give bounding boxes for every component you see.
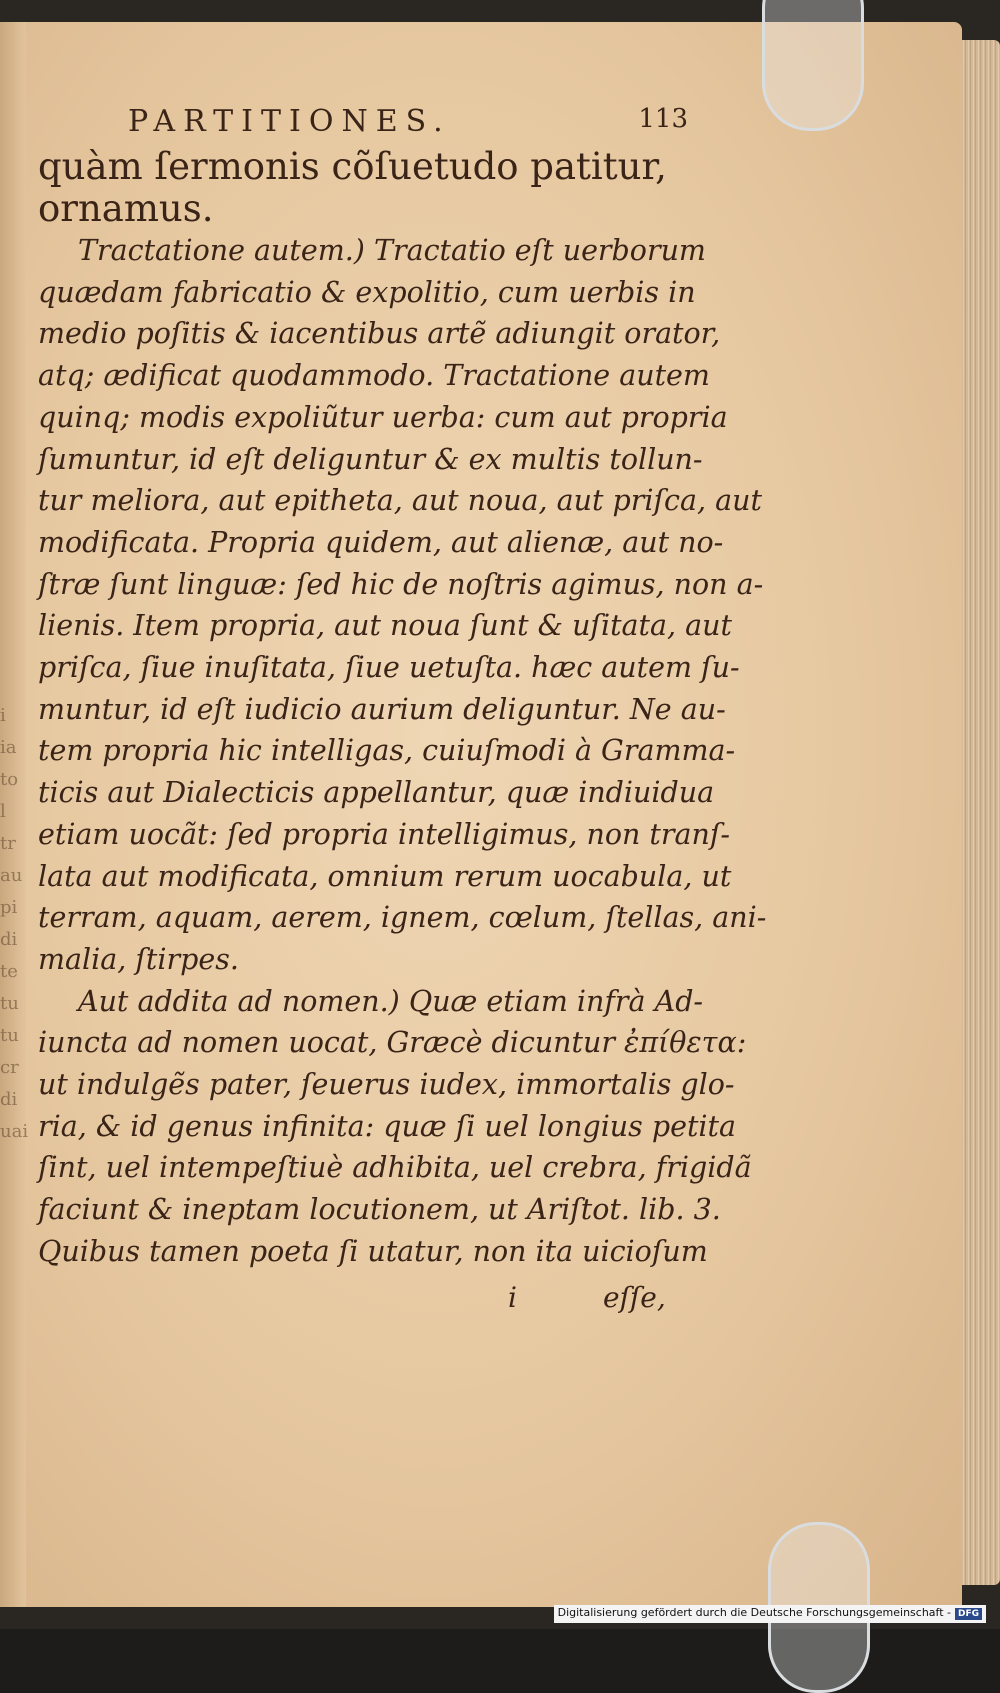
bleed-through-fragment: tr — [0, 833, 16, 854]
text-line: etiam uocãt: ſed propria intelligimus, non tranſ- — [38, 817, 731, 851]
dfg-logo: DFG — [955, 1608, 982, 1620]
text-line: atq; ædificat quodammodo. Tractatione autem — [38, 359, 710, 393]
text-line: ſtræ ſunt linguæ: ſed hic de noſtris agimus, non a- — [38, 567, 764, 601]
text-line: iuncta ad nomen uocat, Græcè dicuntur ἐπίθετα: — [38, 1026, 747, 1060]
text-line: quædam fabricatio & expolitio, cum uerbis in — [38, 275, 696, 309]
bleed-through-fragment: di — [0, 1089, 18, 1110]
text-line: lienis. Item propria, aut noua ſunt & uſitata, aut — [38, 609, 732, 643]
bleed-through-fragment: cr — [0, 1057, 19, 1078]
bleed-through-fragment: au — [0, 865, 23, 886]
catchword: eſſe, — [603, 1280, 666, 1314]
running-header — [38, 100, 688, 146]
bleed-through-fragment: ia — [0, 737, 17, 758]
text-line: Tractatione autem.) Tractatio eſt uerborum — [78, 234, 706, 267]
bleed-through-fragment: l — [0, 801, 6, 822]
text-line: ticis aut Dialecticis appellantur, quæ indiuidua — [38, 776, 715, 810]
bleed-through-fragment: uai — [0, 1121, 29, 1142]
bleed-through-fragment: tu — [0, 993, 19, 1014]
text-line: modificata. Propria quidem, aut alienæ, aut no- — [38, 525, 724, 559]
text-line: muntur, id eſt iudicio aurium deliguntur. Ne au- — [38, 692, 726, 726]
text-line: ſint, uel intempeſtiuè adhibita, uel crebra, frigidã — [38, 1151, 752, 1185]
page-footer — [38, 1275, 678, 1325]
bleed-through-fragment: di — [0, 929, 18, 950]
text-line: ut indulgẽs pater, ſeuerus iudex, immortalis glo- — [38, 1068, 735, 1102]
body-text — [38, 145, 767, 1273]
text-line: ornamus. — [38, 187, 214, 230]
signature-mark: i — [508, 1280, 517, 1314]
text-line: Aut addita ad nomen.) Quæ etiam infrà Ad- — [78, 984, 704, 1018]
text-line: faciunt & ineptam locutionem, ut Ariſtot. lib. 3. — [38, 1193, 721, 1227]
page-clip-top — [762, 0, 864, 131]
text-line: quinq; modis expoliũtur uerba: cum aut propria — [38, 400, 728, 434]
folio-number: 113 — [638, 104, 688, 134]
text-line: tur meliora, aut epitheta, aut noua, aut priſca, aut — [38, 484, 762, 518]
running-title: PARTITIONES. — [128, 104, 451, 139]
bleed-through-fragment: tu — [0, 1025, 19, 1046]
bleed-through-fragment: te — [0, 961, 18, 982]
text-line: lata aut modificata, omnium rerum uocabula, ut — [38, 859, 732, 893]
digitization-notice-text: Digitalisierung gefördert durch die Deutsche Forschungsgemeinschaft - — [557, 1606, 951, 1619]
text-line: tem propria hic intelligas, cuiuſmodi à Gramma- — [38, 734, 736, 768]
page-edges — [962, 40, 1000, 1585]
text-line: ſumuntur, id eſt deliguntur & ex multis tollun- — [38, 442, 703, 476]
text-line: ria, & id genus infinita: quæ ſi uel longius petita — [38, 1109, 736, 1143]
bleed-through-fragment: pi — [0, 897, 18, 918]
text-line: quàm ſermonis cõſuetudo patitur, — [38, 145, 667, 188]
text-line: malia, ſtirpes. — [38, 942, 239, 976]
text-line: medio poſitis & iacentibus artẽ adiungit orator, — [38, 317, 721, 351]
digitization-notice — [554, 1605, 986, 1623]
text-line: priſca, ſiue inuſitata, ſiue uetuſta. hæc autem ſu- — [38, 651, 740, 685]
bleed-through-fragment: to — [0, 769, 19, 790]
page-text-block — [38, 100, 767, 1325]
text-line: Quibus tamen poeta ſi utatur, non ita uicioſum — [38, 1234, 708, 1268]
bleed-through-text — [0, 700, 29, 1300]
bleed-through-fragment: i — [0, 705, 6, 726]
text-line: terram, aquam, aerem, ignem, cœlum, ſtellas, ani- — [38, 901, 767, 935]
